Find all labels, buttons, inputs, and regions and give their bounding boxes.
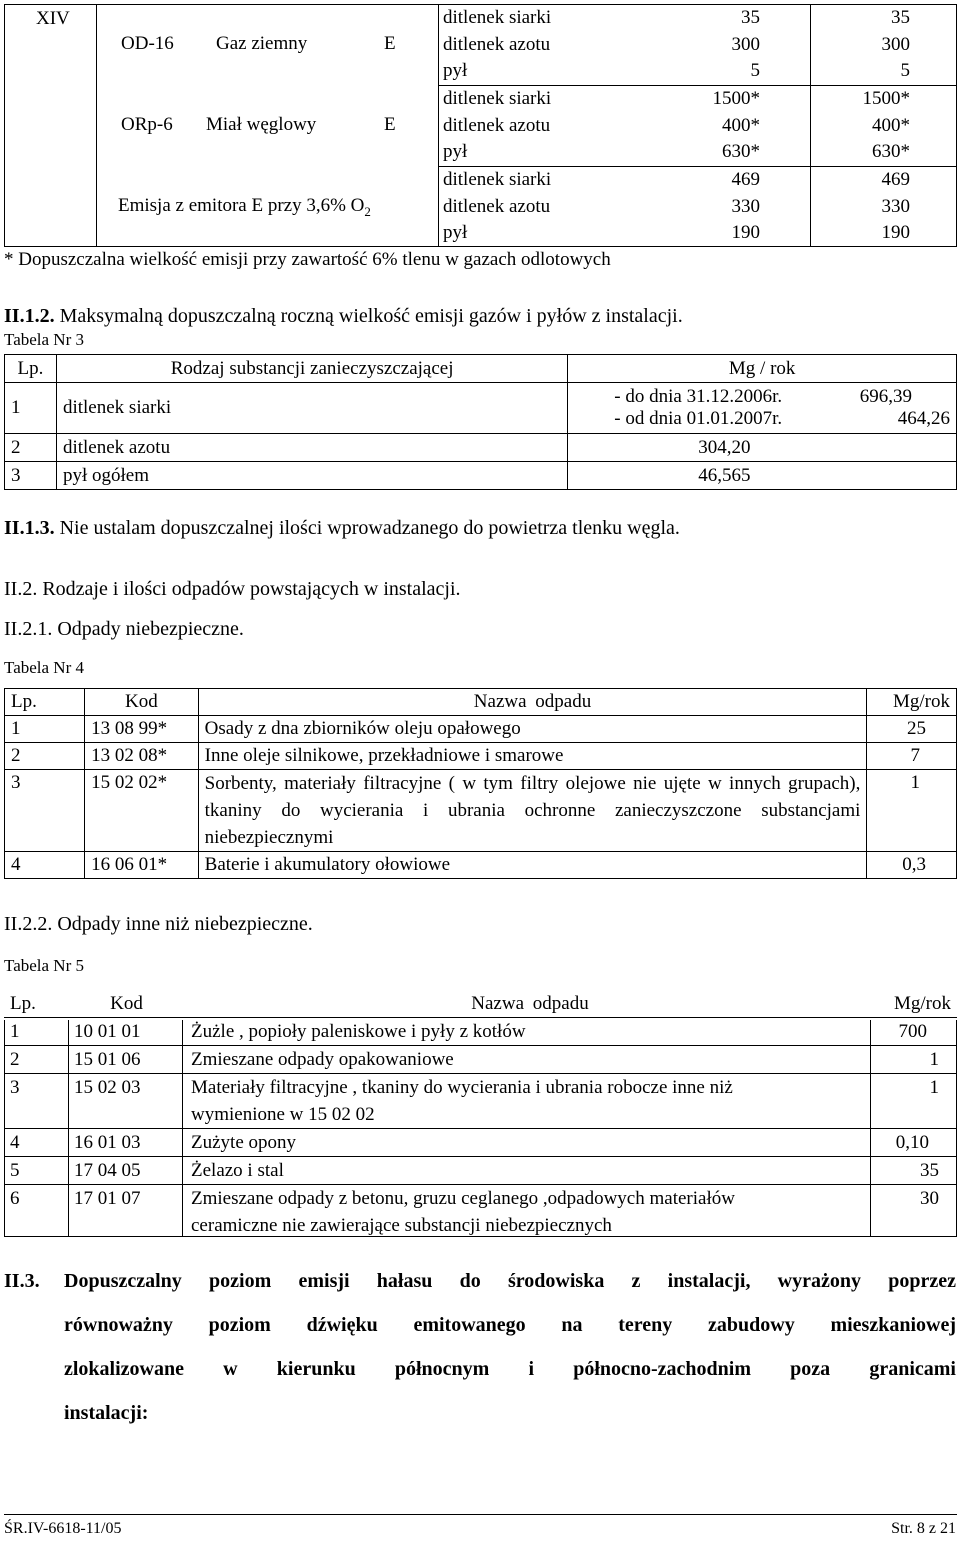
section-heading: II.2.1. Odpady niebezpieczne. bbox=[4, 618, 244, 640]
col-header: Mg / rok bbox=[568, 355, 957, 383]
table-row: 4 16 06 01* Baterie i akumulatory ołowiowe 0,3 bbox=[5, 852, 957, 879]
table-row: 4 16 01 03 Zużyte opony 0,10 bbox=[4, 1129, 957, 1157]
table-caption: Tabela Nr 3 bbox=[4, 330, 84, 349]
installation-code: OD-16 bbox=[121, 33, 174, 54]
table-row: 3 15 02 02* Sorbenty, materiały filtracyjne ( w tym filtry olejowe nie ujęte w innych grupach), tkaniny do wycierania i ubrania ochronne zanieczyszczone substancjami niebezpiecznymi 1 bbox=[5, 770, 957, 852]
limit-values-a: 35 300 5 bbox=[731, 7, 760, 81]
table-row: 3 pył ogółem 46,565 bbox=[5, 462, 957, 490]
table-row: 1 ditlenek siarki - do dnia 31.12.2006r. 696,39 - od dnia 01.01.2007r. 464,26 bbox=[5, 383, 957, 434]
section-heading: II.2.2. Odpady inne niż niebezpieczne. bbox=[4, 913, 313, 935]
col-header: Rodzaj substancji zanieczyszczającej bbox=[56, 355, 567, 383]
section-heading: II.2. Rodzaje i ilości odpadów powstających w instalacji. bbox=[4, 578, 461, 600]
section-text-line: zlokalizowane w kierunku północnym i północno-zachodnim poza granicami bbox=[64, 1358, 956, 1380]
emitter-letter: E bbox=[384, 114, 396, 135]
section-text-line: instalacji: bbox=[64, 1402, 149, 1424]
table-caption: Tabela Nr 4 bbox=[4, 658, 84, 677]
section-text-line: Dopuszczalny poziom emisji hałasu do środowiska z instalacji, wyrażony poprzez bbox=[64, 1270, 956, 1292]
limit-values-a: 1500* 400* 630* bbox=[712, 88, 760, 162]
section-number: II.3. bbox=[4, 1270, 40, 1292]
table-row: 3 15 02 03 Materiały filtracyjne , tkaniny do wycierania i ubrania robocze inne niż wymienione w 15 02 02 1 bbox=[4, 1074, 957, 1129]
hazardous-waste-table bbox=[4, 688, 957, 879]
annual-emission-table bbox=[4, 354, 957, 490]
table-caption: Tabela Nr 5 bbox=[4, 956, 84, 975]
section-text-line: równoważny poziom dźwięku emitowanego na tereny zabudowy mieszkaniowej bbox=[64, 1314, 956, 1336]
table-row: 6 17 01 07 Zmieszane odpady z betonu, gruzu ceglanego ,odpadowych materiałów ceramiczne nie zawierające substancji niebezpiecznych 30 bbox=[4, 1185, 957, 1240]
substance-list: ditlenek siarki ditlenek azotu pył bbox=[443, 88, 552, 162]
limit-values-b: 35 300 5 bbox=[881, 7, 910, 81]
table-row: 2 15 01 06 Zmieszane odpady opakowaniowe 1 bbox=[4, 1046, 957, 1074]
group-number: XIV bbox=[36, 8, 70, 29]
footnote: * Dopuszczalna wielkość emisji przy zawartość 6% tlenu w gazach odlotowych bbox=[4, 249, 615, 271]
substance-list: ditlenek siarki ditlenek azotu pył bbox=[443, 7, 552, 81]
col-header: Nazwa odpadu bbox=[471, 993, 589, 1014]
section-heading: II.1.2. Maksymalną dopuszczalną roczną wielkość emisji gazów i pyłów z instalacji. bbox=[4, 305, 683, 327]
emitter-letter: E bbox=[384, 33, 396, 54]
table-row: 1 13 08 99* Osady z dna zbiorników oleju opałowego 25 bbox=[5, 716, 957, 743]
limit-values-b: 1500* 400* 630* bbox=[862, 88, 910, 162]
section-heading: II.1.3. Nie ustalam dopuszczalnej ilości wprowadzanego do powietrza tlenku węgla. bbox=[4, 517, 680, 539]
limit-values-b: 469 330 190 bbox=[881, 169, 910, 243]
emission-oxygen-label: Emisja z emitora E przy 3,6% $O_2$ bbox=[118, 195, 371, 219]
document-reference: ŚR.IV-6618-11/05 bbox=[4, 1520, 122, 1537]
table-row: 5 17 04 05 Żelazo i stal 35 bbox=[4, 1157, 957, 1185]
fuel-type: Gaz ziemny bbox=[216, 33, 308, 54]
table-row: 2 ditlenek azotu 304,20 bbox=[5, 434, 957, 462]
col-header: Mg/rok bbox=[867, 689, 957, 716]
col-header: Kod bbox=[110, 993, 143, 1014]
col-header: Lp. bbox=[5, 355, 57, 383]
col-header: Mg/rok bbox=[894, 993, 951, 1014]
non-hazardous-waste-table bbox=[4, 990, 957, 1239]
installation-code: ORp-6 bbox=[121, 114, 173, 135]
table-row: 2 13 02 08* Inne oleje silnikowe, przekładniowe i smarowe 7 bbox=[5, 743, 957, 770]
col-header: Kod bbox=[85, 689, 199, 716]
col-header: Lp. bbox=[5, 689, 85, 716]
footer-rule bbox=[4, 1514, 957, 1515]
substance-list: ditlenek siarki ditlenek azotu pył bbox=[443, 169, 552, 243]
limit-values-a: 469 330 190 bbox=[731, 169, 760, 243]
col-header: Nazwa odpadu bbox=[198, 689, 867, 716]
fuel-type: Miał węglowy bbox=[206, 114, 317, 135]
page-number: Str. 8 z 21 bbox=[891, 1520, 956, 1537]
col-header: Lp. bbox=[10, 993, 36, 1014]
table-row: 1 10 01 01 Żużle , popioły paleniskowe i pyły z kotłów 700 bbox=[4, 1018, 957, 1046]
